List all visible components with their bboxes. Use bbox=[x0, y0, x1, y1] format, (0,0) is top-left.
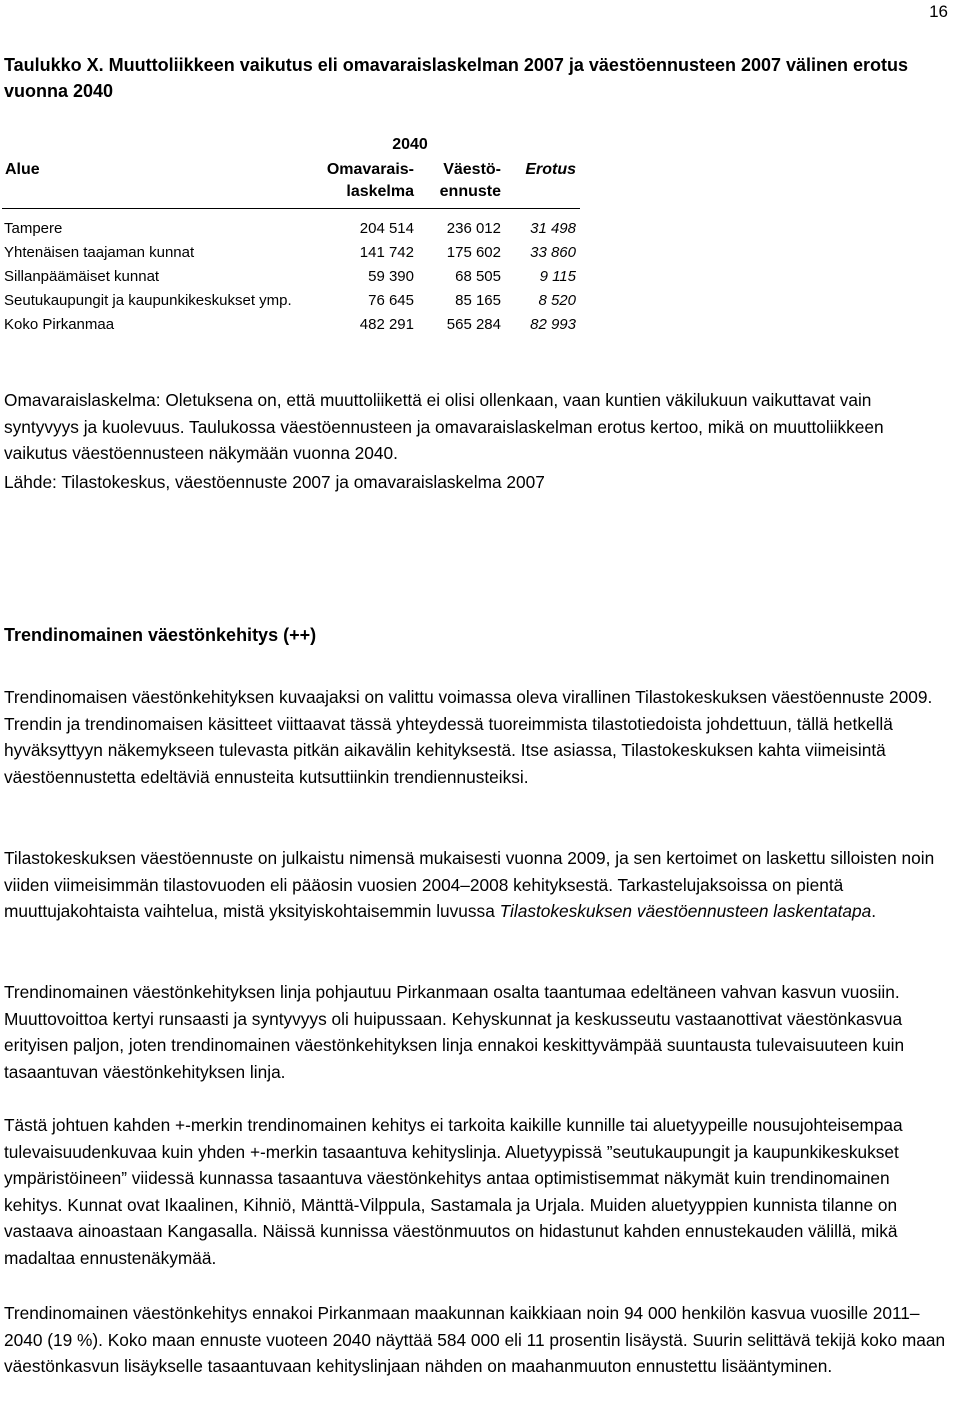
table-source: Lähde: Tilastokeskus, väestöennuste 2007 ja omavaraislaskelma 2007 bbox=[4, 472, 545, 492]
paragraph-4: Tästä johtuen kahden +-merkin trendinomainen kehitys ei tarkoita kaikille kunnille tai aluetyypeille nousujohteisempaa tulevaisuudenkuvaa kuin yhden +-merkin tasaantuva kehityslinja. Aluetyypissä ”seutukaupungit ja kaupunkikeskukset ympäristöineen” viidessä kunnassa tasaantuva väestönkehitys antaa optimistisemmat näkymät kuin trendinomainen kehitys. Kunnat ovat Ikaalinen, Kihniö, Mänttä-Vilppula, Sastamala ja Urjala. Muiden aluetyyppien kunnista tilanne on vastaava ainoastaan Kangasalla. Näissä kunnissa väestönmuutos on hidastunut kahden ennustekauden välillä, mikä madaltaa ennustenäkymää. bbox=[4, 1115, 903, 1268]
column-header-omavarais: Omavarais- laskelma bbox=[326, 161, 414, 200]
header-divider bbox=[2, 208, 580, 209]
column-header-erotus: Erotus bbox=[525, 161, 576, 178]
page-number: 16 bbox=[929, 2, 948, 21]
paragraph-3: Trendinomainen väestönkehityksen linja pohjautuu Pirkanmaan osalta taantumaa edeltäneen vahvan kasvun vuosiin. Muuttovoittoa kertyi runsaasti ja syntyvyys oli huipussaan. Kehyskunnat ja keskusseutu vastaanottivat väestönkasvua erityisen paljon, joten trendinomainen väestönkehityksen linja ennakoi keskittyvämpää suuntausta tulevaisuuteen kuin tasaantuvan väestönkehityksen linja. bbox=[4, 982, 905, 1082]
table-row: Koko Pirkanmaa 482 291 565 284 82 993 bbox=[4, 316, 576, 333]
table-row: Sillanpäämäiset kunnat 59 390 68 505 9 115 bbox=[4, 268, 576, 285]
year-header: 2040 bbox=[392, 136, 428, 153]
table-note: Omavaraislaskelma: Oletuksena on, että muuttoliikettä ei olisi ollenkaan, vaan kuntien väkilukuun vaikuttavat vain syntyvyys ja kuolevuus. Taulukossa väestöennusteen ja omavaraislaskelman erotus kertoo, mikä on muuttoliikkeen vaikutus väestöennusteen näkymään vuonna 2040. bbox=[4, 390, 884, 463]
column-header-vaesto: Väestö- ennuste bbox=[439, 161, 501, 200]
column-header-area: Alue bbox=[5, 161, 40, 178]
table-row: Tampere 204 514 236 012 31 498 bbox=[4, 220, 576, 237]
paragraph-5: Trendinomainen väestönkehitys ennakoi Pirkanmaan maakunnan kaikkiaan noin 94 000 henkilön kasvua vuosille 2011–2040 (19 %). Koko maan ennuste vuoteen 2040 näyttää 584 000 eli 11 prosentin lisäystä. Suurin selittävä tekijä koko maan väestönkasvun lisäykselle tasaantuvaan kehityslinjaan nähden on maahanmuuton ennustettu lisääntyminen. bbox=[4, 1303, 946, 1376]
table-row: Yhtenäisen taajaman kunnat 141 742 175 602 33 860 bbox=[4, 244, 576, 261]
paragraph-1: Trendinomaisen väestönkehityksen kuvaajaksi on valittu voimassa oleva virallinen Tilastokeskuksen väestöennuste 2009. Trendin ja trendinomaisen käsitteet viittaavat tässä yhteydessä tuoreimmista tilastotiedoista johdettuun, tällä hetkellä hyväksyttyyn näkemykseen tulevasta pitkän aikavälin kehityksestä. Itse asiassa, Tilastokeskuksen kahta viimeisintä väestöennustetta edeltäviä ennusteita kutsuttiinkin trendiennusteiksi. bbox=[4, 687, 933, 787]
section-heading: Trendinomainen väestönkehitys (++) bbox=[4, 625, 317, 645]
table-caption: Taulukko X. Muuttoliikkeen vaikutus eli omavaraislaskelman 2007 ja väestöennusteen 2007 välinen erotus vuonna 2040 bbox=[4, 55, 909, 101]
paragraph-2: Tilastokeskuksen väestöennuste on julkaistu nimensä mukaisesti vuonna 2009, ja sen kertoimet on laskettu silloisten noin viiden viimeisimmän tilastovuoden eli pääosin vuosien 2004–2008 kehityksestä. Tarkastelujaksoissa on pientä muuttujakohtaista vaihtelua, mistä yksityiskohtaisemmin luvussa Tilastokeskuksen väestöennusteen laskentatapa. bbox=[4, 848, 935, 921]
table-row: Seutukaupungit ja kaupunkikeskukset ymp. 76 645 85 165 8 520 bbox=[4, 292, 576, 309]
